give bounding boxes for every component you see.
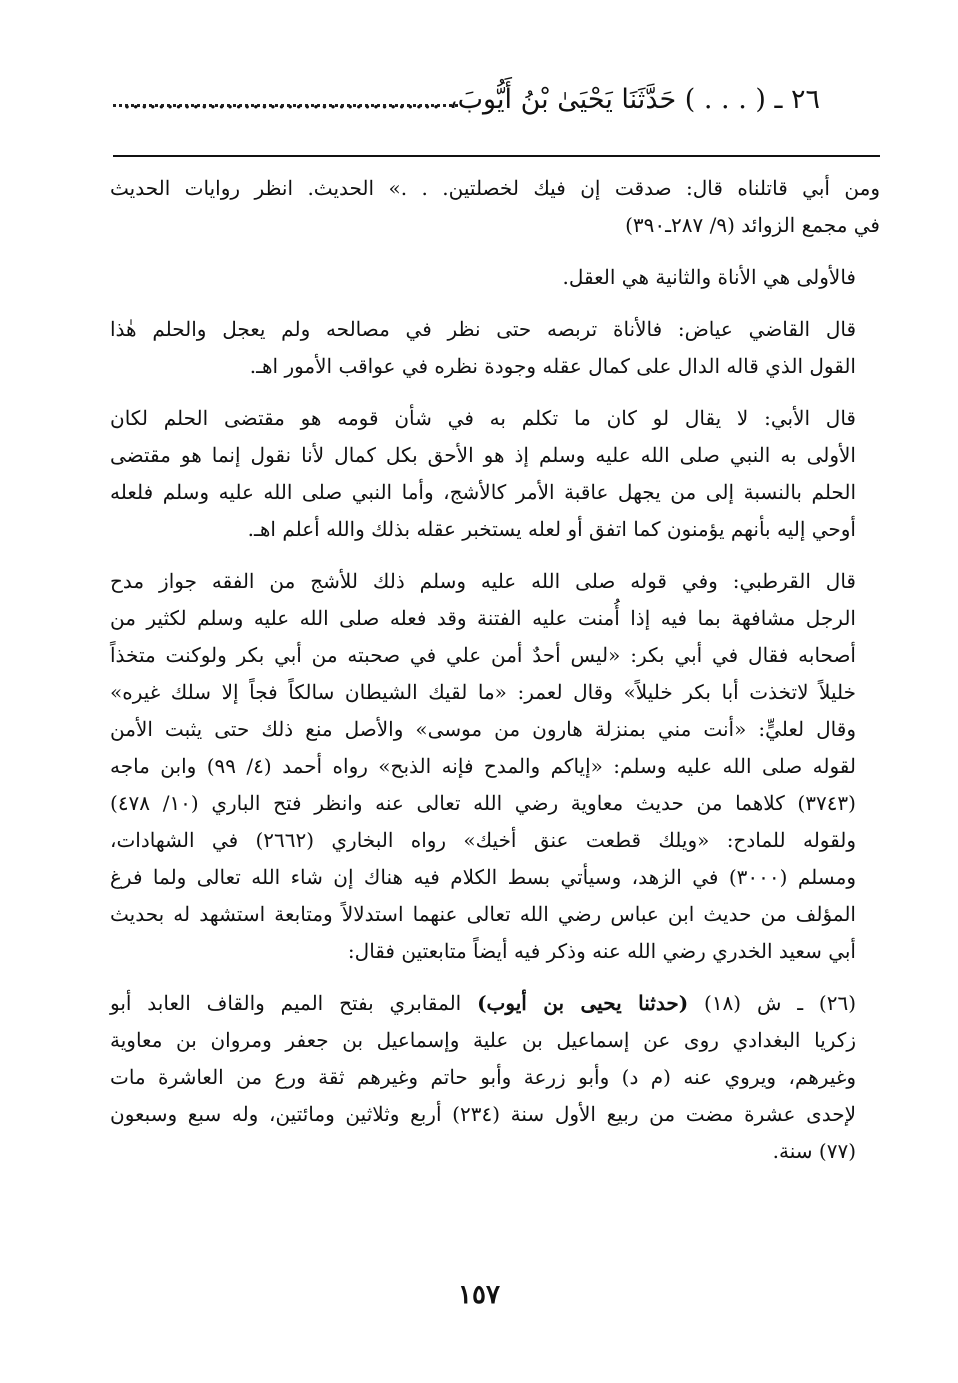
text-line: زكريا البغدادي روى عن إسماعيل بن علية وإسماعيل بن جعفر ومروان بن معاوية: [110, 1028, 856, 1052]
text-line: أوحي إليه بأنهم يؤمنون كما اتفق أو لعله يستخبر عقله بذلك والله أعلم اهـ.: [247, 517, 856, 541]
text-line: لإحدى عشرة مضت من ربيع الأول سنة (٢٣٤) أربع وثلاثين ومائتين، وله سبع وسبعون: [110, 1102, 856, 1126]
header-dot-leader: [113, 104, 458, 107]
header-rule: [113, 155, 880, 157]
paragraph-zawaid-reference: [110, 170, 880, 244]
paragraph-qadi-iyad: [110, 311, 880, 385]
text-line: خليلاً لاتخذت أبا بكر خليلاً» وقال لعمر: «ما لقيك الشيطان سالكاً فجاً إلا سلك غيره»: [110, 680, 856, 704]
biography-lead-text: المقابري بفتح الميم والقاف العابد أبو: [110, 991, 462, 1015]
text-line: المؤلف من حديث ابن عباس رضي الله تعالى عنهما استدلالاً ومتابعة استشهد له بحديث: [110, 902, 856, 926]
text-line: قال الأبي: لا يقال لو كان ما تكلم به في شأن قومه هو مقتضى الحلم لكان: [110, 406, 856, 430]
paragraph-al-ubbi: [110, 400, 880, 548]
page-number: ١٥٧: [458, 1280, 500, 1310]
paragraph-biography: [110, 985, 880, 1170]
hadith-number: (٢٦) ـ ش (١٨): [704, 991, 856, 1015]
commentary-body: [110, 170, 880, 1185]
text-line: لقوله صلى الله عليه وسلم: «إياكم والمدح فإنه الذبح» رواه أحمد (٤/ ٩٩) وابن ماجه: [110, 754, 856, 778]
text-line: أصحابه فقال في أبي بكر: «ليس أحدٌ أمن علي في صحبته من أبي بكر ولوكنت متخذاً: [110, 643, 856, 667]
paragraph-al-qurtubi: [110, 563, 880, 970]
text-line: ومسلم (٣٠٠٠) في الزهد، وسيأتي بسط الكلام فيه هناك إن شاء الله تعالى ولما فرغ: [110, 865, 856, 889]
text-line: ومن أبي قاتلناه قال: صدقت إن فيك لخصلتين. . .» الحديث. انظر روايات الحديث: [110, 176, 880, 200]
text-line: القول الذي قاله الدال على كمال عقله وجودة نظره في عواقب الأمور اهـ.: [249, 354, 856, 378]
narrator-name: (حدثنا يحيى بن أيوب): [477, 991, 689, 1015]
text-line: قال القاضي عياض: فالأناة تربصه حتى نظر في مصالحه ولم يعجل والحلم هٰذا: [110, 317, 856, 341]
running-header: ٢٦ ـ ( . . . ) حَدَّثَنَا يَحْيَىٰ بْنُ أَيُّوبَ، .....................................: [122, 84, 820, 115]
text-line: قال القرطبي: وفي قوله صلى الله عليه وسلم ذلك للأشج من الفقه جواز مدح: [110, 569, 856, 593]
text-line: وغيرهم، ويروي عنه (م د) وأبو زرعة وأبو حاتم وغيرهم ثقة ورع من العاشرة مات: [110, 1065, 856, 1089]
text-line: في مجمع الزوائد (٩/ ٢٨٧ـ٣٩٠): [625, 213, 880, 237]
text-line: الحلم بالنسبة إلى من يجهل عاقبة الأمر كالأشج، وأما النبي صلى الله عليه وسلم فلعله: [110, 480, 856, 504]
text-line: ولقوله للمادح: «ويلك قطعت عنق أخيك» رواه البخاري (٢٦٦٢) في الشهادات،: [110, 828, 856, 852]
text-line: فالأولى هي الأناة والثانية هي العقل.: [562, 265, 856, 289]
biography-first-line: [110, 985, 880, 1022]
text-line: الأولى به النبي صلى الله عليه وسلم إذ هو الأحق بكل كمال لأنا نقول إنما هو مقتضى: [110, 443, 856, 467]
text-line: أبي سعيد الخدري رضي الله عنه وذكر فيه أيضاً متابعتين فقال:: [347, 939, 856, 963]
paragraph-first-second: [110, 259, 880, 296]
text-line: (٣٧٤٣) كلاهما من حديث معاوية رضي الله تعالى عنه وانظر فتح الباري (١٠/ ٤٧٨): [110, 791, 856, 815]
text-line: وقال لعليٍّ: «أنت مني بمنزلة هارون من موسى» والأصل منع ذلك حتى يثبت الأمن: [110, 717, 856, 741]
text-line: الرجل مشافهة بما فيه إذا أُمنت عليه الفتنة وقد فعله صلى الله عليه وسلم لكثير من: [110, 606, 856, 630]
text-line: (٧٧) سنة.: [772, 1139, 856, 1163]
